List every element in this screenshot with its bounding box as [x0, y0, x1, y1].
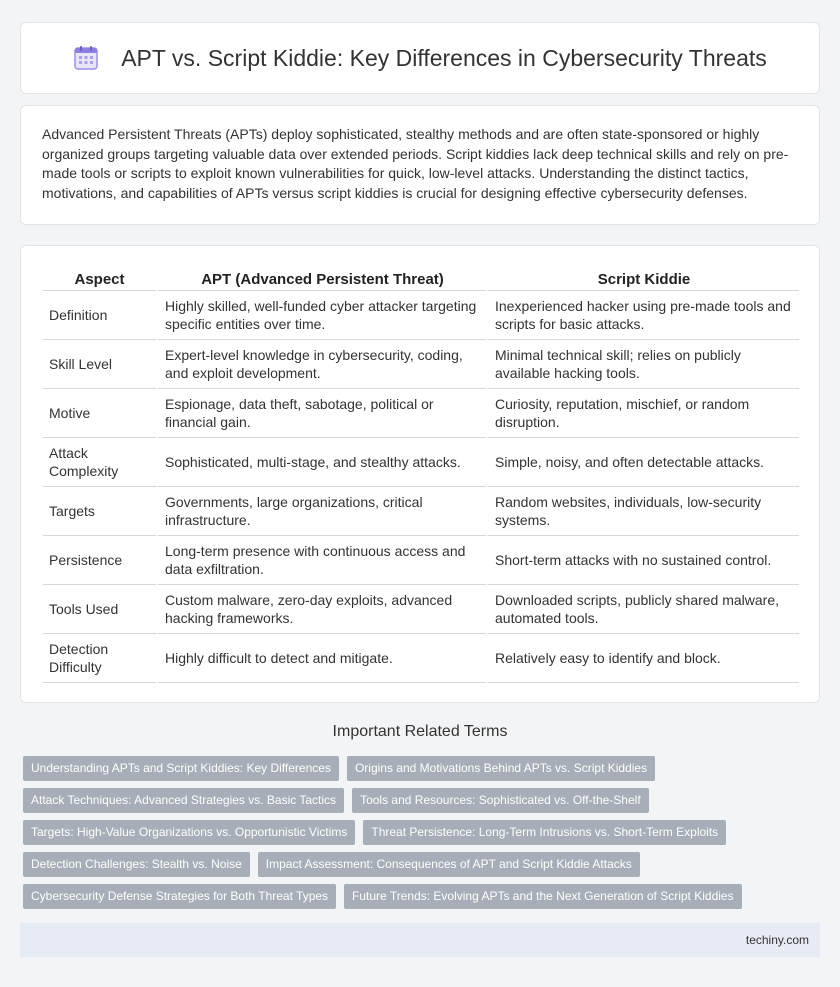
script-kiddie-cell: Inexperienced hacker using pre-made tools and scripts for basic attacks.: [486, 291, 799, 340]
apt-cell: Custom malware, zero-day exploits, advanced hacking frameworks.: [156, 585, 486, 634]
intro-section: [20, 105, 820, 225]
table-row: [43, 291, 799, 340]
apt-cell: Long-term presence with continuous access and data exfiltration.: [156, 536, 486, 585]
table-row: [43, 438, 799, 487]
related-term-tag[interactable]: Attack Techniques: Advanced Strategies vs. Basic Tactics: [23, 788, 344, 813]
script-kiddie-cell: Downloaded scripts, publicly shared malware, automated tools.: [486, 585, 799, 634]
aspect-cell: Attack Complexity: [43, 438, 156, 487]
comparison-table: [43, 265, 799, 683]
intro-text: Advanced Persistent Threats (APTs) deploy sophisticated, stealthy methods and are often state-sponsored or highly organized groups targeting valuable data over extended periods. Script kiddies lack deep technical skills and rely on pre-made tools or scripts to exploit known vulnerabilities for quick, low-level attacks. Understanding the distinct tactics, motivations, and capabilities of APTs versus script kiddies is crucial for designing effective cybersecurity defenses.: [42, 126, 789, 201]
table-row: [43, 340, 799, 389]
apt-cell: Sophisticated, multi-stage, and stealthy attacks.: [156, 438, 486, 487]
table-row: [43, 634, 799, 683]
table-header-row: [43, 265, 799, 291]
apt-cell: Highly skilled, well-funded cyber attacker targeting specific entities over time.: [156, 291, 486, 340]
table-row: [43, 389, 799, 438]
footer: [20, 923, 820, 957]
aspect-cell: Targets: [43, 487, 156, 536]
aspect-cell: Motive: [43, 389, 156, 438]
apt-cell: Espionage, data theft, sabotage, political or financial gain.: [156, 389, 486, 438]
apt-cell: Expert-level knowledge in cybersecurity, coding, and exploit development.: [156, 340, 486, 389]
page-title: APT vs. Script Kiddie: Key Differences in Cybersecurity Threats: [121, 44, 767, 71]
column-header-script-kiddie: Script Kiddie: [486, 265, 799, 291]
script-kiddie-cell: Relatively easy to identify and block.: [486, 634, 799, 683]
calendar-grid-icon: [73, 45, 99, 71]
script-kiddie-cell: Minimal technical skill; relies on publicly available hacking tools.: [486, 340, 799, 389]
page-header: [20, 22, 820, 94]
related-term-tag[interactable]: Cybersecurity Defense Strategies for Both Threat Types: [23, 884, 336, 909]
footer-site-link[interactable]: techiny.com: [745, 933, 809, 947]
related-term-tag[interactable]: Tools and Resources: Sophisticated vs. Off-the-Shelf: [352, 788, 649, 813]
comparison-table-card: [20, 245, 820, 703]
column-header-apt: APT (Advanced Persistent Threat): [156, 265, 486, 291]
aspect-cell: Definition: [43, 291, 156, 340]
related-terms-list: [23, 756, 823, 909]
script-kiddie-cell: Short-term attacks with no sustained control.: [486, 536, 799, 585]
related-term-tag[interactable]: Threat Persistence: Long-Term Intrusions vs. Short-Term Exploits: [363, 820, 726, 845]
related-term-tag[interactable]: Future Trends: Evolving APTs and the Next Generation of Script Kiddies: [344, 884, 742, 909]
related-term-tag[interactable]: Detection Challenges: Stealth vs. Noise: [23, 852, 250, 877]
related-term-tag[interactable]: Origins and Motivations Behind APTs vs. Script Kiddies: [347, 756, 655, 781]
related-term-tag[interactable]: Understanding APTs and Script Kiddies: Key Differences: [23, 756, 339, 781]
apt-cell: Governments, large organizations, critical infrastructure.: [156, 487, 486, 536]
script-kiddie-cell: Curiosity, reputation, mischief, or random disruption.: [486, 389, 799, 438]
related-term-tag[interactable]: Impact Assessment: Consequences of APT and Script Kiddie Attacks: [258, 852, 640, 877]
script-kiddie-cell: Simple, noisy, and often detectable attacks.: [486, 438, 799, 487]
related-terms-title: Important Related Terms: [332, 723, 508, 740]
aspect-cell: Tools Used: [43, 585, 156, 634]
aspect-cell: Detection Difficulty: [43, 634, 156, 683]
script-kiddie-cell: Random websites, individuals, low-security systems.: [486, 487, 799, 536]
apt-cell: Highly difficult to detect and mitigate.: [156, 634, 486, 683]
aspect-cell: Skill Level: [43, 340, 156, 389]
table-row: [43, 536, 799, 585]
table-row: [43, 487, 799, 536]
column-header-aspect: Aspect: [43, 265, 156, 291]
aspect-cell: Persistence: [43, 536, 156, 585]
table-row: [43, 585, 799, 634]
related-term-tag[interactable]: Targets: High-Value Organizations vs. Opportunistic Victims: [23, 820, 355, 845]
